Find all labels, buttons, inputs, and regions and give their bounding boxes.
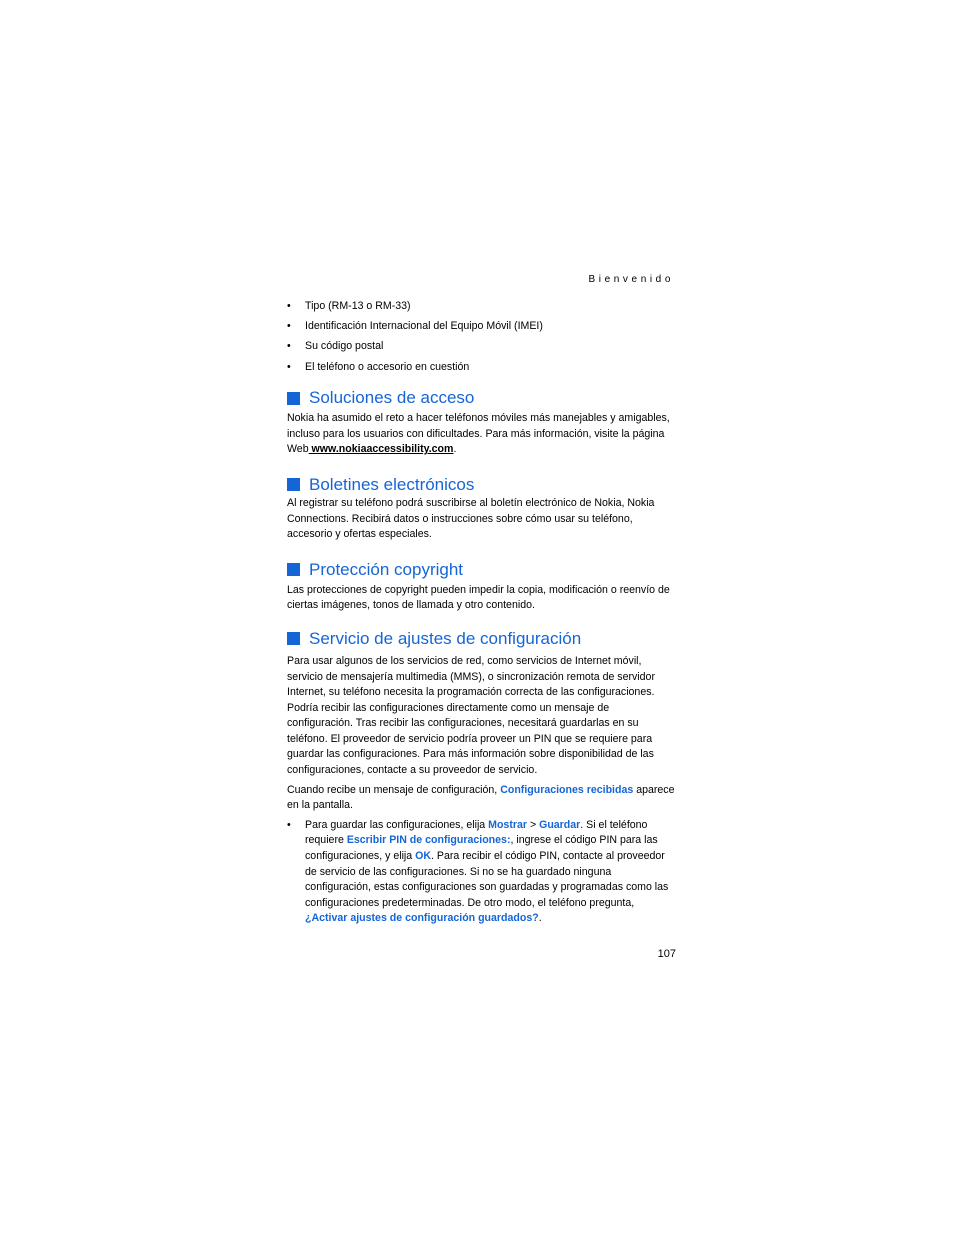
square-icon [287, 563, 300, 576]
page-number: 107 [657, 948, 676, 960]
ui-text-ok: OK [415, 850, 432, 863]
bullet-icon: • [287, 360, 291, 373]
bullet-icon: • [287, 818, 291, 831]
running-header: Bienvenido [588, 274, 674, 285]
section-heading-copyright: Protección copyright [287, 560, 677, 580]
page-content [287, 299, 677, 932]
config-paragraph-1: Para usar algunos de los servicios de red, como servicios de Internet móvil, servicio de mensajería multimedia (MMS), o sincronización remota de servidor Internet, su teléfono necesita la programación correcta de las configuraciones. Podría recibir las configuraciones directamente como un mensaje de configuración. Tras recibir las configuraciones, necesitará guardarlas en su teléfono. El proveedor de servicio podría proveer un PIN que se requiere para guardar las configuraciones. Para más información sobre disponibilidad de las configuraciones, contacte a su proveedor de servicio. [287, 654, 655, 777]
newsletters-paragraph: Al registrar su teléfono podrá suscribirse al boletín electrónico de Nokia, Nokia Connections. Recibirá datos o instrucciones sobre cómo usar su teléfono, accesorio y ofertas especiales. [287, 496, 655, 541]
section-heading-config: Servicio de ajustes de configuración [287, 629, 677, 649]
access-paragraph: Nokia ha asumido el reto a hacer teléfonos móviles más manejables y amigables, incluso para los usuarios con dificultades. Para más información, visite la página Web www.nokiaaccessibility.com. [287, 412, 670, 456]
list-item: • Su código postal [287, 339, 677, 355]
list-item: • Identificación Internacional del Equipo Móvil (IMEI) [287, 319, 677, 335]
accessibility-link[interactable]: www.nokiaaccessibility.com [308, 443, 454, 456]
ui-text-configuraciones-recibidas: Configuraciones recibidas [500, 783, 634, 796]
list-item: • Tipo (RM-13 o RM-33) [287, 299, 677, 315]
bullet-icon: • [287, 340, 291, 353]
ui-text-mostrar: Mostrar [488, 818, 527, 831]
list-item: • El teléfono o accesorio en cuestión [287, 360, 677, 376]
ui-text-escribir-pin: Escribir PIN de configuraciones: [346, 834, 511, 847]
square-icon [287, 478, 300, 491]
square-icon [287, 392, 300, 405]
section-heading-access: Soluciones de acceso [287, 388, 677, 408]
square-icon [287, 632, 300, 645]
ui-text-guardar: Guardar [539, 818, 581, 831]
ui-text-activar-ajustes: ¿Activar ajustes de configuración guardados? [305, 912, 539, 925]
config-bullet-list [287, 818, 677, 927]
bullet-icon: • [287, 300, 291, 312]
copyright-paragraph: Las protecciones de copyright pueden impedir la copia, modificación o reenvío de ciertas imágenes, tonos de llamada y otro contenido. [287, 583, 670, 612]
bullet-icon: • [287, 320, 291, 333]
config-paragraph-2: Cuando recibe un mensaje de configuración, Configuraciones recibidas aparece en la pantalla. [287, 783, 675, 812]
list-item: • Para guardar las configuraciones, elija Mostrar > Guardar. Si el teléfono requiere Escribir PIN de configuraciones:, ingrese el código PIN para las configuraciones, y elija OK. Para recibir el código PIN, contacte al proveedor de servicio de las configuraciones. Si no se ha guardado ninguna configuración, estas configuraciones son guardadas y programadas como las configuraciones predeterminadas. De otro modo, el teléfono pregunta, ¿Activar ajustes de configuración guardados?. [287, 818, 669, 925]
section-heading-newsletters: Boletines electrónicos [287, 475, 677, 495]
intro-bullet-list [287, 299, 677, 375]
